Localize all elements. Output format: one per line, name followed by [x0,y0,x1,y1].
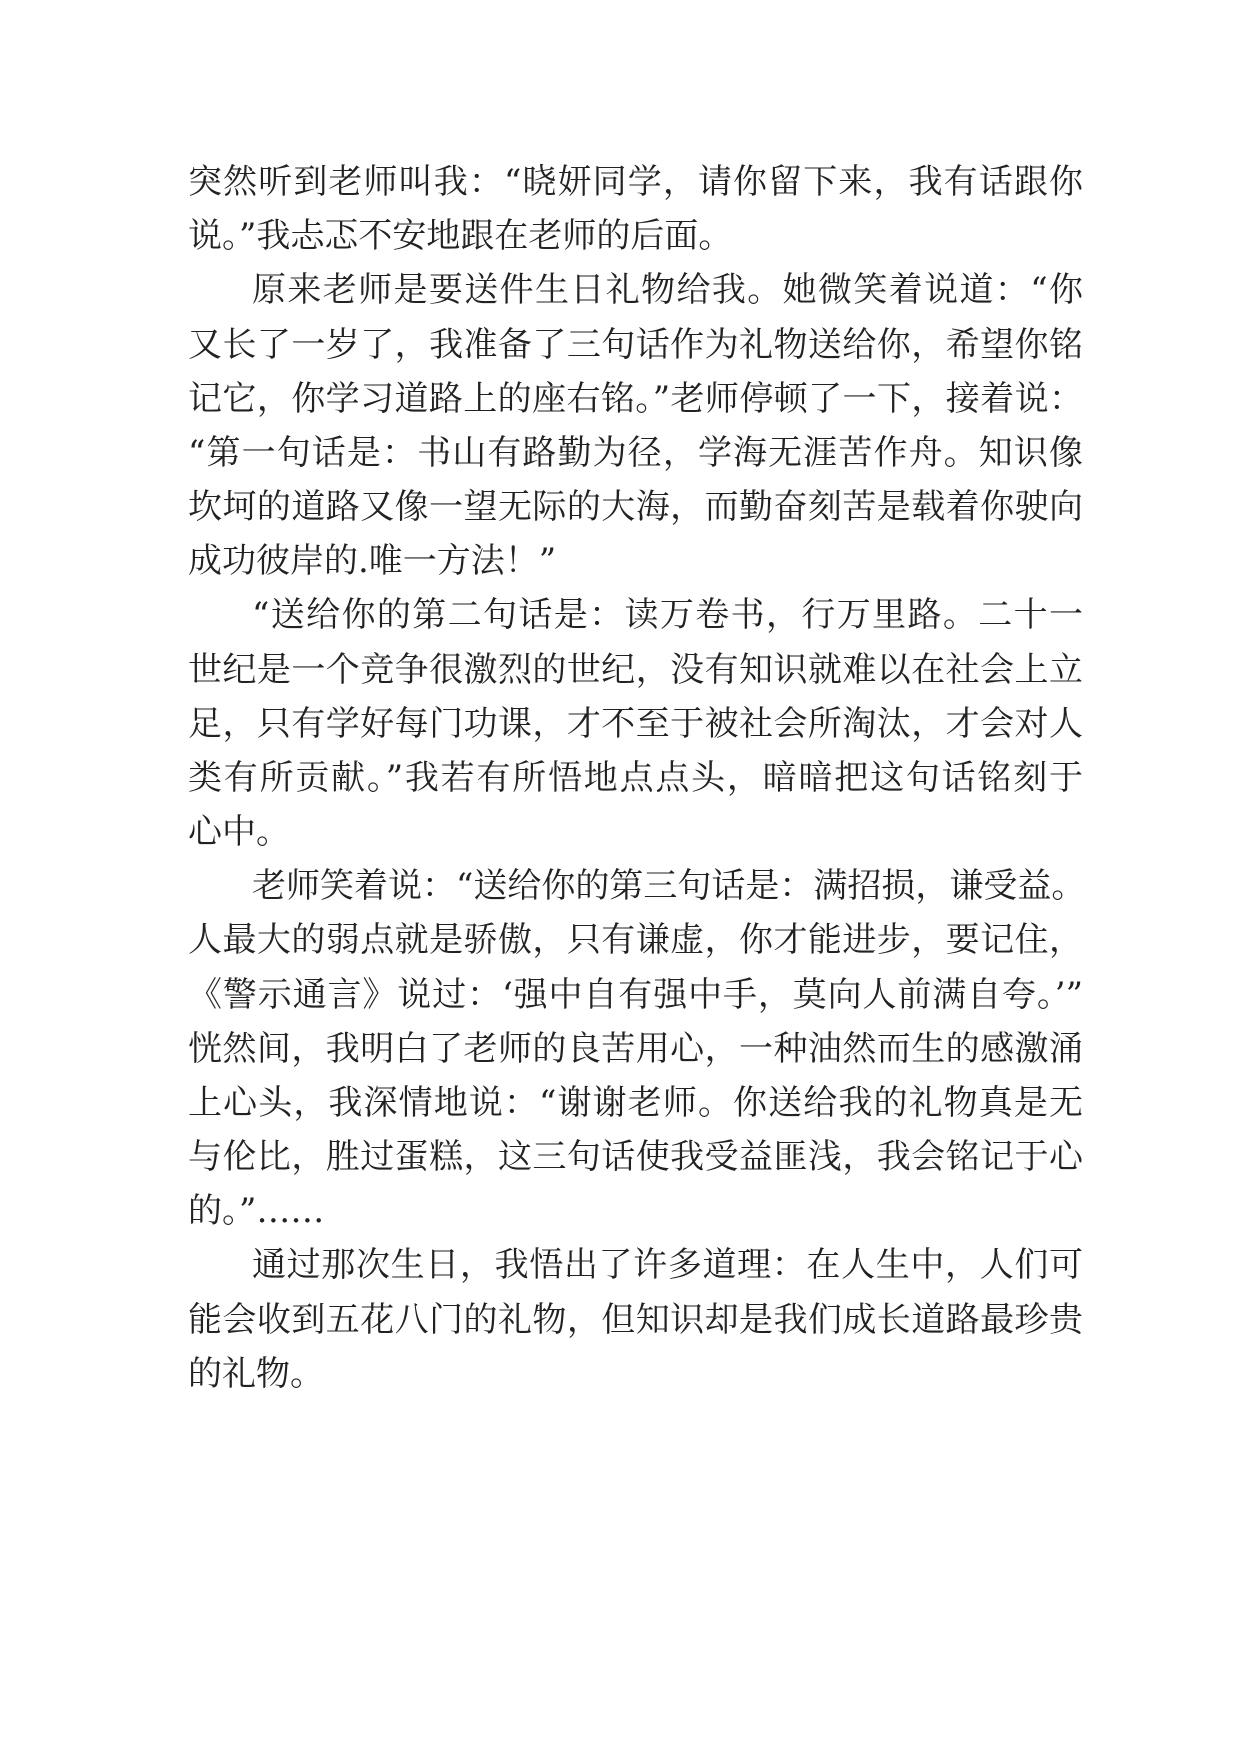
text-line: 记它，你学习道路上的座右铭。”老师停顿了一下，接着说： [188,379,1083,419]
text-line: 能会收到五花八门的礼物，但知识却是我们成长道路最珍贵 [188,1300,1083,1340]
text-line: 心中。 [188,812,290,852]
text-line: 的。”…… [188,1191,325,1231]
text-line: 老师笑着说：“送给你的第三句话是：满招损，谦受益。 [252,866,1086,906]
text-line: 《警示通言》说过：‘强中自有强中手，莫向人前满自夸。’” [188,975,1083,1015]
text-line: 足，只有学好每门功课，才不至于被社会所淘汰，才会对人 [188,704,1083,744]
text-line: 与伦比，胜过蛋糕，这三句话使我受益匪浅，我会铭记于心 [188,1137,1083,1177]
text-line: 坎坷的道路又像一望无际的大海，而勤奋刻苦是载着你驶向 [188,487,1083,527]
text-line: 类有所贡献。”我若有所悟地点点头，暗暗把这句话铭刻于 [188,758,1083,798]
text-line: 成功彼岸的.唯一方法！” [188,541,557,581]
text-line: “送给你的第二句话是：读万卷书，行万里路。二十一 [252,595,1083,635]
text-line: 上心头，我深情地说：“谢谢老师。你送给我的礼物真是无 [188,1083,1083,1123]
text-line: 世纪是一个竞争很激烈的世纪，没有知识就难以在社会上立 [188,650,1083,690]
text-line: “第一句话是：书山有路勤为径，学海无涯苦作舟。知识像 [188,433,1083,473]
text-line: 通过那次生日，我悟出了许多道理：在人生中，人们可 [252,1245,1083,1285]
text-line: 又长了一岁了，我准备了三句话作为礼物送给你，希望你铭 [188,325,1083,365]
text-line: 原来老师是要送件生日礼物给我。她微笑着说道：“你 [252,270,1083,310]
text-line: 人最大的弱点就是骄傲，只有谦虚，你才能进步，要记住， [188,920,1083,960]
text-line: 的礼物。 [188,1354,324,1394]
text-line: 恍然间，我明白了老师的良苦用心，一种油然而生的感激涌 [188,1029,1083,1069]
text-line: 突然听到老师叫我：“晓妍同学，请你留下来，我有话跟你 [188,162,1083,202]
text-line: 说。”我忐忑不安地跟在老师的后面。 [188,216,733,256]
